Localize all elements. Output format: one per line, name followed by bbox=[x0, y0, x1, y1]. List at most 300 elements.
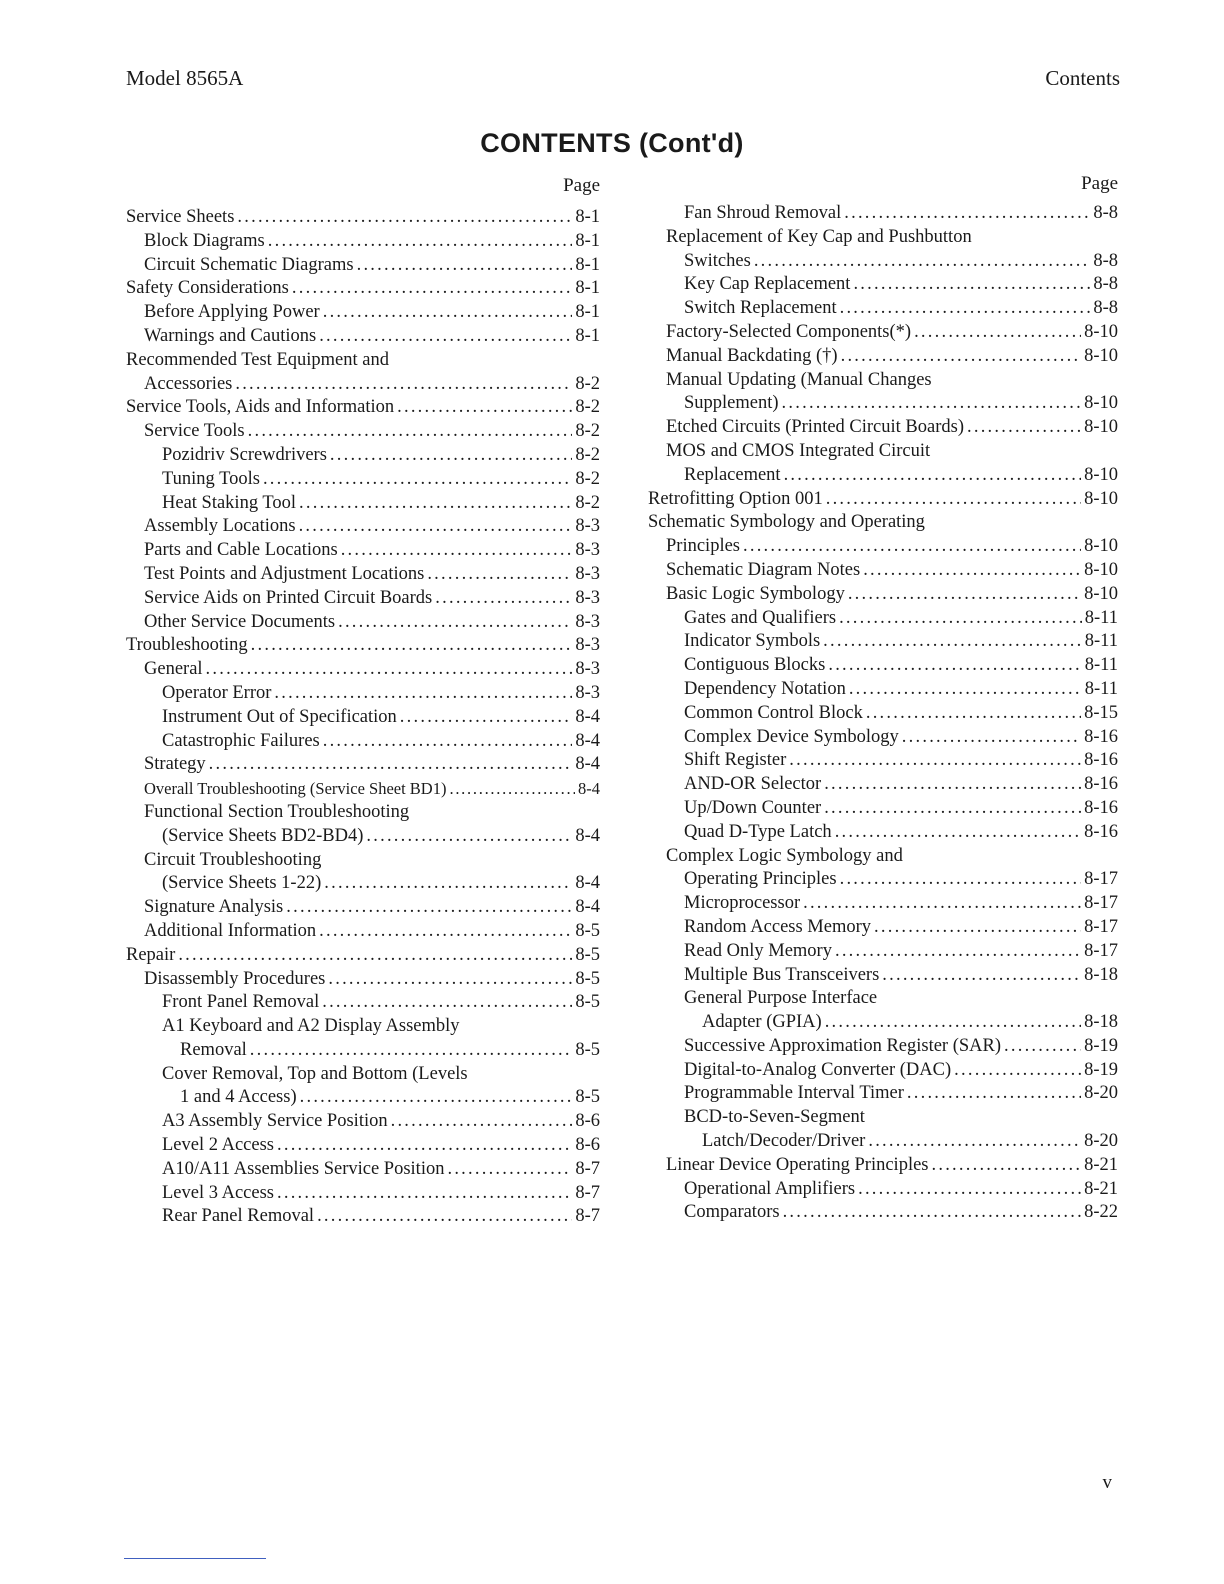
dot-leader bbox=[907, 1082, 1081, 1106]
toc-entry-page: 8-16 bbox=[1084, 750, 1118, 771]
dot-leader bbox=[427, 563, 572, 587]
dot-leader bbox=[178, 944, 572, 968]
toc-entry-page: 8-2 bbox=[575, 397, 600, 418]
dot-leader bbox=[754, 250, 1091, 274]
toc-entry-title: Replacement of Key Cap and Pushbutton bbox=[666, 226, 972, 247]
toc-entry-title: Manual Updating (Manual Changes bbox=[666, 369, 932, 390]
dot-leader bbox=[330, 444, 572, 468]
toc-entry-title: 1 and 4 Access) bbox=[180, 1087, 297, 1108]
toc-entry bbox=[126, 658, 600, 682]
dot-leader bbox=[263, 468, 572, 492]
toc-entry-page: 8-20 bbox=[1084, 1083, 1118, 1104]
toc-entry bbox=[648, 630, 1118, 654]
dot-leader bbox=[835, 821, 1081, 845]
toc-entry-title: Random Access Memory bbox=[684, 916, 872, 937]
toc-entry bbox=[648, 749, 1118, 773]
toc-entry bbox=[648, 797, 1118, 821]
dot-leader bbox=[868, 1130, 1081, 1154]
toc-entry bbox=[126, 825, 600, 849]
toc-entry-title: BCD-to-Seven-Segment bbox=[684, 1107, 865, 1128]
toc-entry bbox=[648, 1035, 1118, 1059]
toc-entry-title: Schematic Symbology and Operating bbox=[648, 512, 925, 533]
dot-leader bbox=[840, 868, 1081, 892]
toc-entry-title: Linear Device Operating Principles bbox=[666, 1154, 929, 1175]
toc-entry-title: Etched Circuits (Printed Circuit Boards) bbox=[666, 417, 964, 438]
toc-entry-page: 8-3 bbox=[575, 587, 600, 608]
toc-entry bbox=[648, 1201, 1118, 1225]
toc-entry bbox=[126, 1015, 600, 1039]
toc-entry-title: Warnings and Cautions bbox=[144, 325, 317, 346]
toc-entry-page: 8-17 bbox=[1084, 940, 1118, 961]
toc-entry bbox=[648, 678, 1118, 702]
dot-leader bbox=[967, 416, 1081, 440]
toc-entry bbox=[126, 563, 600, 587]
dot-leader bbox=[299, 492, 572, 516]
toc-entry-page: 8-5 bbox=[575, 1087, 600, 1108]
toc-entry-title: Assembly Locations bbox=[144, 516, 296, 537]
page-column-label: Page bbox=[563, 175, 600, 196]
toc-entry bbox=[648, 607, 1118, 631]
dot-leader bbox=[782, 392, 1082, 416]
toc-entry bbox=[648, 488, 1118, 512]
toc-entry-title: Functional Section Troubleshooting bbox=[144, 801, 410, 822]
dot-leader bbox=[277, 1182, 572, 1206]
toc-entry-page: 8-10 bbox=[1084, 583, 1118, 604]
toc-entry-title: Before Applying Power bbox=[144, 302, 320, 323]
dot-leader bbox=[826, 488, 1081, 512]
toc-entry-title: Read Only Memory bbox=[684, 940, 832, 961]
toc-entry bbox=[648, 297, 1118, 321]
toc-entry bbox=[126, 706, 600, 730]
toc-entry-title: Parts and Cable Locations bbox=[144, 540, 338, 561]
dot-leader bbox=[338, 611, 572, 635]
dot-leader bbox=[319, 920, 572, 944]
toc-entry bbox=[648, 964, 1118, 988]
toc-entry-title: Contiguous Blocks bbox=[684, 655, 826, 676]
dot-leader bbox=[447, 1158, 572, 1182]
toc-entry bbox=[126, 539, 600, 563]
toc-entry-title: Block Diagrams bbox=[144, 230, 265, 251]
toc-entry bbox=[648, 1059, 1118, 1083]
toc-entry-title: Troubleshooting bbox=[126, 635, 248, 656]
toc-entry bbox=[126, 1086, 600, 1110]
toc-entry-title: General bbox=[144, 659, 203, 680]
toc-entry-page: 8-4 bbox=[575, 825, 600, 846]
toc-entry bbox=[648, 202, 1118, 226]
toc-entry-page: 8-1 bbox=[575, 325, 600, 346]
dot-leader bbox=[341, 539, 573, 563]
toc-entry-title: General Purpose Interface bbox=[684, 988, 878, 1009]
toc-entry-page: 8-2 bbox=[575, 373, 600, 394]
toc-entry bbox=[648, 226, 1118, 250]
dot-leader bbox=[848, 583, 1081, 607]
page-number: v bbox=[1102, 1472, 1112, 1493]
dot-leader bbox=[866, 702, 1081, 726]
toc-right-list bbox=[648, 202, 1118, 1225]
toc-entry-page: 8-10 bbox=[1084, 393, 1118, 414]
toc-entry-title: Operator Error bbox=[162, 682, 272, 703]
dot-leader bbox=[789, 749, 1081, 773]
toc-entry-page: 8-2 bbox=[575, 468, 600, 489]
dot-leader bbox=[783, 1201, 1082, 1225]
toc-entry bbox=[648, 321, 1118, 345]
toc-entry bbox=[648, 1154, 1118, 1178]
dot-leader bbox=[914, 321, 1081, 345]
dot-leader bbox=[366, 825, 572, 849]
toc-entry-page: 8-11 bbox=[1084, 655, 1118, 676]
toc-entry-page: 8-17 bbox=[1084, 893, 1118, 914]
toc-entry-page: 8-5 bbox=[575, 1039, 600, 1060]
dot-leader bbox=[828, 654, 1081, 678]
dot-leader bbox=[835, 940, 1081, 964]
toc-entry bbox=[648, 416, 1118, 440]
toc-right-column bbox=[648, 172, 1118, 1225]
toc-entry bbox=[648, 535, 1118, 559]
toc-entry-title: Recommended Test Equipment and bbox=[126, 349, 389, 370]
toc-entry-page: 8-5 bbox=[575, 968, 600, 989]
dot-leader bbox=[784, 464, 1082, 488]
dot-leader bbox=[292, 277, 572, 301]
toc-entry-page: 8-5 bbox=[575, 992, 600, 1013]
dot-leader bbox=[328, 968, 572, 992]
dot-leader bbox=[300, 1086, 573, 1110]
toc-entry-title: Manual Backdating (†) bbox=[666, 345, 838, 366]
toc-entry bbox=[126, 396, 600, 420]
toc-entry-title: Circuit Troubleshooting bbox=[144, 849, 322, 870]
toc-entry-page: 8-1 bbox=[575, 302, 600, 323]
toc-entry-title: Digital-to-Analog Converter (DAC) bbox=[684, 1059, 952, 1080]
running-header-model: Model 8565A bbox=[126, 66, 244, 90]
toc-entry bbox=[126, 373, 600, 397]
toc-entry bbox=[126, 444, 600, 468]
toc-entry bbox=[126, 1205, 600, 1229]
toc-entry-page: 8-6 bbox=[575, 1111, 600, 1132]
toc-entry bbox=[126, 872, 600, 896]
dot-leader bbox=[209, 753, 573, 777]
dot-leader bbox=[882, 964, 1081, 988]
dot-leader bbox=[858, 1178, 1081, 1202]
toc-entry-page: 8-3 bbox=[575, 659, 600, 680]
toc-entry-page: 8-16 bbox=[1084, 797, 1118, 818]
toc-entry bbox=[648, 511, 1118, 535]
dot-leader bbox=[849, 678, 1082, 702]
toc-entry-page: 8-5 bbox=[575, 944, 600, 965]
toc-entry-title: Complex Logic Symbology and bbox=[666, 845, 903, 866]
toc-entry bbox=[126, 801, 600, 825]
toc-entry-page: 8-16 bbox=[1084, 726, 1118, 747]
toc-entry-page: 8-16 bbox=[1084, 821, 1118, 842]
toc-entry-title: Test Points and Adjustment Locations bbox=[144, 563, 425, 584]
toc-entry-page: 8-8 bbox=[1093, 298, 1118, 319]
toc-entry-title: Overall Troubleshooting (Service Sheet BD1) bbox=[144, 779, 447, 799]
dot-leader bbox=[449, 777, 575, 801]
toc-entry-page: 8-4 bbox=[575, 706, 600, 727]
toc-entry-title: Replacement bbox=[684, 464, 781, 485]
toc-entry-title: Rear Panel Removal bbox=[162, 1206, 315, 1227]
toc-entry-title: Level 2 Access bbox=[162, 1135, 274, 1156]
toc-entry bbox=[126, 849, 600, 873]
toc-entry-title: Circuit Schematic Diagrams bbox=[144, 254, 354, 275]
toc-entry-title: Cover Removal, Top and Bottom (Levels bbox=[162, 1063, 468, 1084]
dot-leader bbox=[319, 325, 572, 349]
toc-entry-title: Shift Register bbox=[684, 750, 787, 771]
toc-entry bbox=[648, 773, 1118, 797]
toc-entry bbox=[648, 559, 1118, 583]
toc-entry-page: 8-8 bbox=[1093, 203, 1118, 223]
toc-entry-page: 8-1 bbox=[575, 230, 600, 251]
toc-entry bbox=[126, 277, 600, 301]
dot-leader bbox=[743, 535, 1081, 559]
dot-leader bbox=[1004, 1035, 1081, 1059]
toc-entry-title: Signature Analysis bbox=[144, 897, 284, 918]
dot-leader bbox=[932, 1154, 1082, 1178]
toc-entry-title: Indicator Symbols bbox=[684, 631, 821, 652]
toc-entry bbox=[126, 682, 600, 706]
toc-entry bbox=[126, 325, 600, 349]
dot-leader bbox=[286, 896, 572, 920]
toc-entry-page: 8-3 bbox=[575, 540, 600, 561]
toc-entry-page: 8-6 bbox=[575, 1135, 600, 1156]
dot-leader bbox=[841, 345, 1081, 369]
toc-entry-page: 8-2 bbox=[575, 444, 600, 465]
dot-leader bbox=[397, 396, 572, 420]
toc-entry-title: Factory-Selected Components(*) bbox=[666, 321, 912, 342]
toc-entry-title: Fan Shroud Removal bbox=[684, 203, 842, 223]
toc-entry bbox=[648, 1082, 1118, 1106]
toc-entry-page: 8-4 bbox=[575, 754, 600, 775]
toc-entry bbox=[648, 868, 1118, 892]
toc-entry-title: Comparators bbox=[684, 1202, 780, 1223]
toc-entry-title: A1 Keyboard and A2 Display Assembly bbox=[162, 1016, 460, 1037]
footnote-divider bbox=[124, 1558, 266, 1559]
dot-leader bbox=[844, 202, 1090, 226]
toc-entry-title: Level 3 Access bbox=[162, 1182, 274, 1203]
toc-entry-title: Latch/Decoder/Driver bbox=[702, 1131, 866, 1152]
running-header-section: Contents bbox=[1045, 66, 1120, 90]
toc-entry-page: 8-17 bbox=[1084, 916, 1118, 937]
dot-leader bbox=[322, 991, 572, 1015]
toc-entry-title: Key Cap Replacement bbox=[684, 274, 851, 295]
toc-entry-title: Microprocessor bbox=[684, 893, 801, 914]
toc-entry-title: Multiple Bus Transceivers bbox=[684, 964, 880, 985]
toc-entry-page: 8-19 bbox=[1084, 1059, 1118, 1080]
toc-entry bbox=[648, 250, 1118, 274]
toc-entry-title: Dependency Notation bbox=[684, 678, 846, 699]
dot-leader bbox=[299, 515, 573, 539]
dot-leader bbox=[824, 773, 1081, 797]
toc-entry-title: Other Service Documents bbox=[144, 611, 336, 632]
toc-entry-title: Operating Principles bbox=[684, 869, 837, 890]
dot-leader bbox=[803, 892, 1081, 916]
toc-entry bbox=[648, 987, 1118, 1011]
toc-entry bbox=[648, 892, 1118, 916]
toc-entry bbox=[648, 273, 1118, 297]
toc-entry-page: 8-3 bbox=[575, 611, 600, 632]
dot-leader bbox=[391, 1110, 573, 1134]
toc-entry bbox=[648, 654, 1118, 678]
toc-entry-page: 8-11 bbox=[1084, 678, 1118, 699]
toc-entry-page: 8-16 bbox=[1084, 774, 1118, 795]
toc-entry-page: 8-10 bbox=[1084, 536, 1118, 557]
toc-entry-page: 8-17 bbox=[1084, 869, 1118, 890]
dot-leader bbox=[435, 587, 572, 611]
toc-entry bbox=[126, 920, 600, 944]
toc-entry bbox=[648, 345, 1118, 369]
toc-entry-title: Up/Down Counter bbox=[684, 797, 822, 818]
dot-leader bbox=[400, 706, 573, 730]
toc-entry-title: Service Aids on Printed Circuit Boards bbox=[144, 587, 433, 608]
toc-entry-title: Additional Information bbox=[144, 920, 317, 941]
toc-entry bbox=[648, 369, 1118, 393]
toc-entry-title: Service Sheets bbox=[126, 207, 235, 227]
toc-entry-title: Safety Considerations bbox=[126, 278, 289, 299]
toc-entry bbox=[126, 730, 600, 754]
dot-leader bbox=[840, 297, 1091, 321]
toc-entry bbox=[648, 583, 1118, 607]
toc-entry bbox=[126, 420, 600, 444]
toc-entry-page: 8-7 bbox=[575, 1158, 600, 1179]
toc-entry bbox=[126, 349, 600, 373]
toc-entry-page: 8-22 bbox=[1084, 1202, 1118, 1223]
toc-entry-page: 8-10 bbox=[1084, 488, 1118, 509]
dot-leader bbox=[237, 206, 572, 230]
toc-entry-page: 8-3 bbox=[575, 516, 600, 537]
toc-entry bbox=[126, 206, 600, 230]
dot-leader bbox=[839, 607, 1082, 631]
toc-entry-title: Switches bbox=[684, 250, 751, 271]
toc-entry-page: 8-4 bbox=[575, 873, 600, 894]
toc-entry-title: Service Tools, Aids and Information bbox=[126, 397, 395, 418]
toc-entry-page: 8-1 bbox=[575, 254, 600, 275]
toc-entry-page: 8-10 bbox=[1084, 559, 1118, 580]
dot-leader bbox=[863, 559, 1081, 583]
dot-leader bbox=[317, 1205, 572, 1229]
toc-entry-page: 8-18 bbox=[1084, 1012, 1118, 1033]
dot-leader bbox=[954, 1059, 1081, 1083]
toc-entry-title: Heat Staking Tool bbox=[162, 492, 297, 513]
toc-entry-title: Disassembly Procedures bbox=[144, 968, 326, 989]
toc-entry bbox=[648, 392, 1118, 416]
toc-entry-page: 8-2 bbox=[575, 492, 600, 513]
toc-entry bbox=[648, 1011, 1118, 1035]
toc-entry bbox=[126, 468, 600, 492]
dot-leader bbox=[248, 420, 573, 444]
toc-entry-page: 8-11 bbox=[1084, 607, 1118, 628]
toc-entry bbox=[648, 940, 1118, 964]
toc-entry-page: 8-21 bbox=[1084, 1178, 1118, 1199]
toc-entry-page: 8-3 bbox=[575, 682, 600, 703]
toc-entry bbox=[648, 1130, 1118, 1154]
dot-leader bbox=[902, 726, 1081, 750]
dot-leader bbox=[823, 630, 1082, 654]
dot-leader bbox=[357, 254, 573, 278]
toc-entry-page: 8-5 bbox=[575, 920, 600, 941]
toc-entry bbox=[126, 991, 600, 1015]
toc-entry bbox=[126, 254, 600, 278]
toc-entry-title: Repair bbox=[126, 944, 176, 965]
toc-entry-page: 8-10 bbox=[1084, 417, 1118, 438]
toc-entry-page: 8-10 bbox=[1084, 464, 1118, 485]
toc-entry-title: Service Tools bbox=[144, 421, 245, 442]
toc-entry-page: 8-21 bbox=[1084, 1154, 1118, 1175]
dot-leader bbox=[235, 373, 572, 397]
toc-entry bbox=[648, 726, 1118, 750]
toc-entry bbox=[126, 1134, 600, 1158]
toc-entry-title: Principles bbox=[666, 536, 740, 557]
toc-entry-title: Gates and Qualifiers bbox=[684, 607, 837, 628]
toc-entry bbox=[648, 440, 1118, 464]
toc-entry-title: Catastrophic Failures bbox=[162, 730, 320, 751]
toc-entry bbox=[648, 702, 1118, 726]
toc-entry-page: 8-4 bbox=[578, 779, 600, 799]
toc-entry-title: Strategy bbox=[144, 754, 206, 775]
toc-entry-page: 8-1 bbox=[575, 207, 600, 227]
toc-entry-page: 8-7 bbox=[575, 1206, 600, 1227]
toc-entry bbox=[126, 1158, 600, 1182]
toc-entry-page: 8-3 bbox=[575, 635, 600, 656]
toc-entry-page: 8-7 bbox=[575, 1182, 600, 1203]
toc-entry-title: (Service Sheets 1-22) bbox=[162, 873, 322, 894]
toc-entry-title: Removal bbox=[180, 1039, 247, 1060]
toc-entry bbox=[126, 492, 600, 516]
toc-entry bbox=[648, 916, 1118, 940]
toc-entry-page: 8-10 bbox=[1084, 345, 1118, 366]
toc-entry-title: MOS and CMOS Integrated Circuit bbox=[666, 440, 931, 461]
toc-entry-title: Instrument Out of Specification bbox=[162, 706, 397, 727]
dot-leader bbox=[277, 1134, 572, 1158]
toc-entry-page: 8-10 bbox=[1084, 321, 1118, 342]
toc-entry bbox=[648, 845, 1118, 869]
toc-entry-title: Retrofitting Option 001 bbox=[648, 488, 823, 509]
toc-entry-page: 8-2 bbox=[575, 421, 600, 442]
toc-entry-title: Basic Logic Symbology bbox=[666, 583, 845, 604]
toc-entry bbox=[126, 777, 600, 801]
toc-entry-title: Pozidriv Screwdrivers bbox=[162, 444, 327, 465]
toc-entry-title: Common Control Block bbox=[684, 702, 863, 723]
toc-entry bbox=[126, 944, 600, 968]
toc-entry bbox=[126, 753, 600, 777]
toc-entry-page: 8-3 bbox=[575, 563, 600, 584]
toc-entry-page: 8-20 bbox=[1084, 1131, 1118, 1152]
toc-entry-title: (Service Sheets BD2-BD4) bbox=[162, 825, 364, 846]
dot-leader bbox=[206, 658, 573, 682]
dot-leader bbox=[853, 273, 1090, 297]
dot-leader bbox=[274, 682, 572, 706]
toc-entry bbox=[126, 1063, 600, 1087]
toc-entry-title: Adapter (GPIA) bbox=[702, 1012, 822, 1033]
toc-entry-page: 8-8 bbox=[1093, 274, 1118, 295]
toc-entry-title: Supplement) bbox=[684, 393, 779, 414]
toc-entry bbox=[126, 1182, 600, 1206]
toc-entry bbox=[126, 968, 600, 992]
dot-leader bbox=[323, 730, 573, 754]
toc-entry-title: Front Panel Removal bbox=[162, 992, 320, 1013]
dot-leader bbox=[324, 872, 572, 896]
toc-entry-page: 8-15 bbox=[1084, 702, 1118, 723]
toc-entry-title: A10/A11 Assemblies Service Position bbox=[162, 1158, 445, 1179]
dot-leader bbox=[323, 301, 573, 325]
toc-entry bbox=[126, 587, 600, 611]
toc-entry bbox=[648, 821, 1118, 845]
toc-entry bbox=[648, 464, 1118, 488]
toc-entry bbox=[126, 896, 600, 920]
toc-entry-page: 8-4 bbox=[575, 730, 600, 751]
toc-entry-page: 8-1 bbox=[575, 278, 600, 299]
dot-leader bbox=[268, 230, 573, 254]
toc-entry bbox=[126, 515, 600, 539]
toc-entry bbox=[126, 634, 600, 658]
toc-entry-title: AND-OR Selector bbox=[684, 774, 822, 795]
